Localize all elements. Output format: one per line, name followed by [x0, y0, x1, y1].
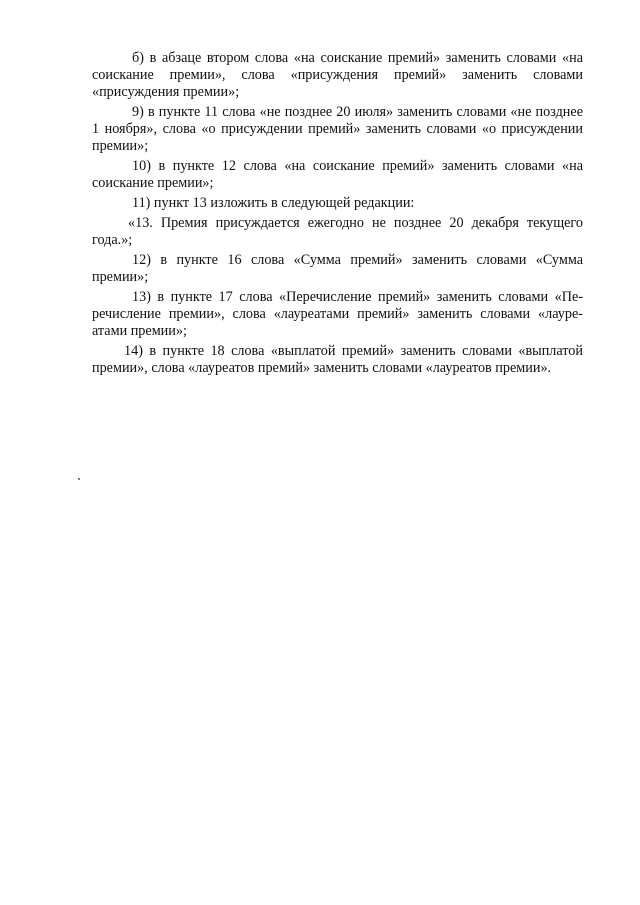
paragraph-12: 12) в пункте 16 слова «Сумма премий» заменить словами «Сумма премии»; — [92, 252, 583, 285]
paragraph-11: 11) пункт 13 изложить в следующей редакции: — [132, 195, 415, 211]
paragraph-9: 9) в пункте 11 слова «не позднее 20 июля» заменить словами «не позднее 1 ноября», слова «о присуждении премий» заменить словами «о присуждении премии»; — [92, 104, 583, 154]
paragraph-13-text: «13. Премия присуждается ежегодно не позднее 20 декабря текущего года.»; — [92, 215, 583, 248]
paragraph-14: 14) в пункте 18 слова «выплатой премий» заменить словами «выплатой премии», слова «лауреатов премий» заменить словами «лауреатов премии». — [92, 343, 583, 376]
paragraph-10: 10) в пункте 12 слова «на соискание премий» заменить словами «на соискание премии»; — [92, 158, 583, 191]
scan-speck — [78, 478, 80, 480]
paragraph-13: 13) в пункте 17 слова «Перечисление премий» заменить словами «Перечисление премии», слова «лауреатами премий» заменить словами «лауреатами премии»; — [92, 289, 583, 339]
paragraph-b: б) в абзаце втором слова «на соискание премий» заменить словами «на соискание премии», слова «присуждения премий» заменить словами «присуждения премии»; — [92, 50, 583, 100]
document-body — [92, 50, 583, 380]
